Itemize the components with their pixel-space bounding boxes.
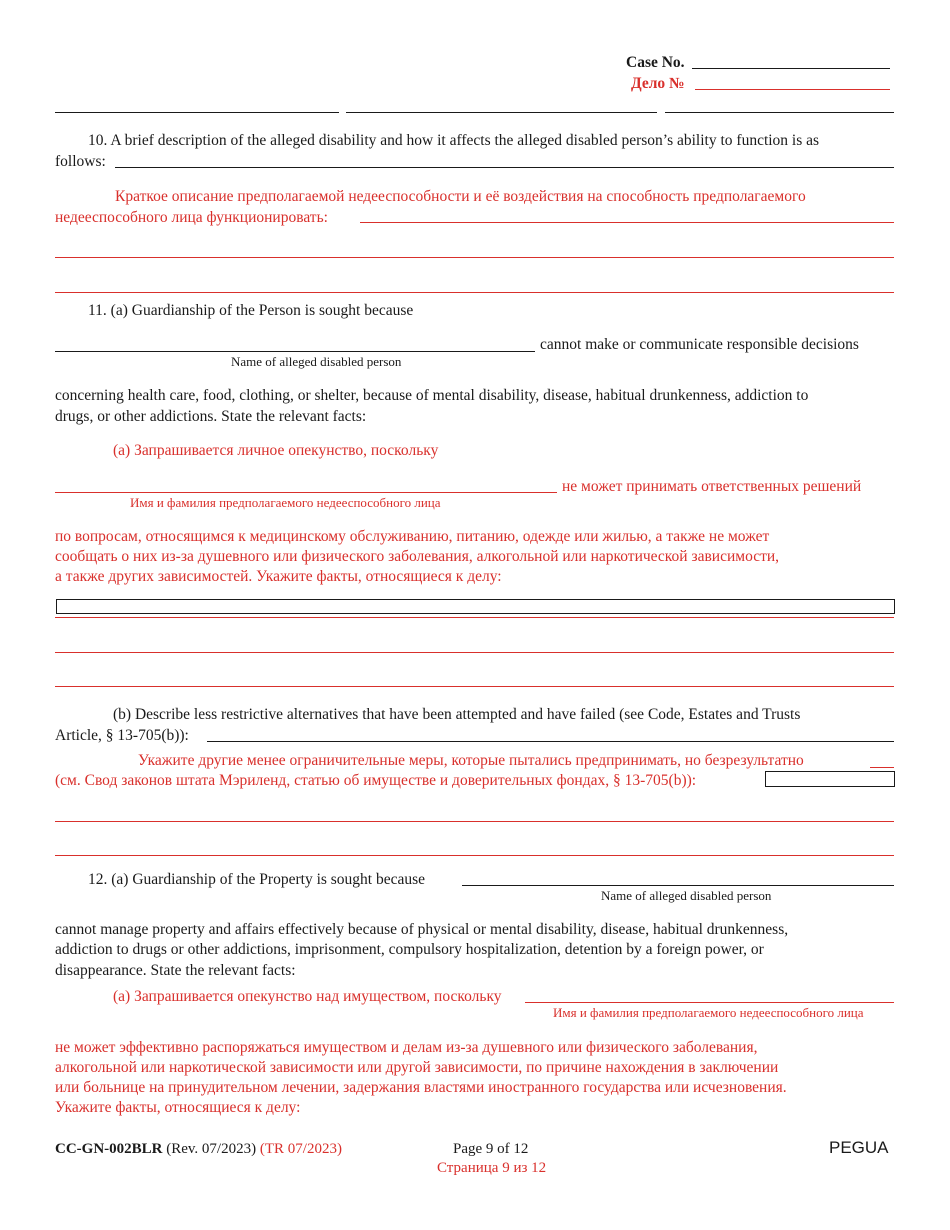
footer-tr: (TR 07/2023) <box>259 1141 342 1157</box>
q10-answer-line-2[interactable] <box>55 257 894 258</box>
q10-ru1: Краткое описание предполагаемой недееспособности и её воздействия на способность предполагаемого <box>115 188 806 205</box>
q11a-ru-line2: сообщать о них из-за душевного или физического заболевания, алкогольной или наркотической зависимости, <box>55 548 780 565</box>
footer-form-code: CC-GN-002BLR <box>55 1141 163 1157</box>
q11a-line1: concerning health care, food, clothing, or shelter, because of mental disability, disease, habitual drunkenness, addiction to <box>55 387 809 404</box>
footer-rev: (Rev. 07/2023) <box>166 1141 257 1157</box>
q11a-ru-line3: а также других зависимостей. Укажите факты, относящиеся к делу: <box>55 568 502 585</box>
q12a-line3: disappearance. State the relevant facts: <box>55 962 296 979</box>
q11b-answer-line-2[interactable] <box>55 821 894 822</box>
case-no-label-ru: Дело № <box>631 75 685 92</box>
q11b-ru2: (см. Свод законов штата Мэриленд, статью об имуществе и доверительных фондах, § 13-705(b)): <box>55 772 697 789</box>
q11a-facts-line-2[interactable] <box>55 652 894 653</box>
q11a-name-field[interactable] <box>55 351 535 352</box>
q10-answer-field-ru[interactable] <box>360 222 894 223</box>
q12a-ru-line3: или больнице на принудительном лечении, задержания властями иностранного государства или исчезновения. <box>55 1079 787 1096</box>
q11a-ru-caption: Имя и фамилия предполагаемого недееспособного лица <box>130 495 441 510</box>
q11b-answer-line-3[interactable] <box>55 855 894 856</box>
q11a-ru-line1: по вопросам, относящимся к медицинскому обслуживанию, питанию, одежде или жилью, а также не может <box>55 528 770 545</box>
q10-line1: 10. A brief description of the alleged disability and how it affects the alleged disabled person’s ability to function is as <box>88 132 820 149</box>
q10-ru2: недееспособного лица функционировать: <box>55 209 328 226</box>
header-divider-1 <box>55 112 339 113</box>
q12a-ru-caption: Имя и фамилия предполагаемого недееспособного лица <box>553 1005 864 1020</box>
q11b-answer-field[interactable] <box>207 741 894 742</box>
q11a-facts-line-3[interactable] <box>55 686 894 687</box>
q11a-facts-field[interactable] <box>56 599 895 614</box>
footer-page: Page 9 of 12 <box>453 1141 529 1157</box>
q10-line2: follows: <box>55 153 106 170</box>
header-divider-2 <box>346 112 657 113</box>
q10-answer-line-3[interactable] <box>55 292 894 293</box>
case-no-label: Case No. <box>626 54 685 71</box>
q12a-line1: cannot manage property and affairs effectively because of physical or mental disability, disease, habitual drunkenness, <box>55 921 789 938</box>
footer-lang-code: PEGUA <box>829 1138 889 1157</box>
header-divider-3 <box>665 112 894 113</box>
footer-page-ru: Страница 9 из 12 <box>437 1160 547 1176</box>
q11b-ru1: Укажите другие менее ограничительные меры, которые пытались предпринимать, но безрезультатно <box>138 752 804 769</box>
q12a-line2: addiction to drugs or other addictions, imprisonment, compulsory hospitalization, detention by a foreign power, or <box>55 941 764 958</box>
q11b-ru1-field[interactable] <box>870 767 894 768</box>
q11a-ru-intro: (a) Запрашивается личное опекунство, поскольку <box>113 442 439 459</box>
q11b-line1: (b) Describe less restrictive alternatives that have been attempted and have failed (see Code, Estates and Trusts <box>113 706 801 723</box>
q11a-cont: cannot make or communicate responsible decisions <box>540 336 859 353</box>
case-no-field[interactable] <box>692 68 890 69</box>
case-no-field-ru[interactable] <box>695 89 890 90</box>
footer-form-id <box>55 1139 342 1160</box>
q11b-ru-answer-field[interactable] <box>765 771 895 787</box>
q12a-name-field[interactable] <box>462 885 894 886</box>
q11b-line2: Article, § 13-705(b)): <box>55 727 189 744</box>
q12a-ru-line1: не может эффективно распоряжаться имуществом и делам из-за душевного или физического заболевания, <box>55 1039 758 1056</box>
q11a-name-caption: Name of alleged disabled person <box>231 354 402 369</box>
q12a-ru-line2: алкогольной или наркотической зависимости или другой зависимости, по причине нахождения в заключении <box>55 1059 779 1076</box>
q12a-intro: 12. (a) Guardianship of the Property is sought because <box>88 871 426 888</box>
q10-answer-field[interactable] <box>115 167 894 168</box>
q11a-ru-cont: не может принимать ответственных решений <box>562 478 862 495</box>
q12a-ru-line4: Укажите факты, относящиеся к делу: <box>55 1099 301 1116</box>
q11a-facts-line-1[interactable] <box>55 617 894 618</box>
q11a-intro: 11. (a) Guardianship of the Person is sought because <box>88 302 414 319</box>
q12a-name-caption: Name of alleged disabled person <box>601 888 772 903</box>
q11a-line2: drugs, or other addictions. State the relevant facts: <box>55 408 367 425</box>
q12a-ru-name-field[interactable] <box>525 1002 894 1003</box>
q11a-ru-name-field[interactable] <box>55 492 557 493</box>
q12a-ru-intro: (a) Запрашивается опекунство над имуществом, поскольку <box>113 988 502 1005</box>
